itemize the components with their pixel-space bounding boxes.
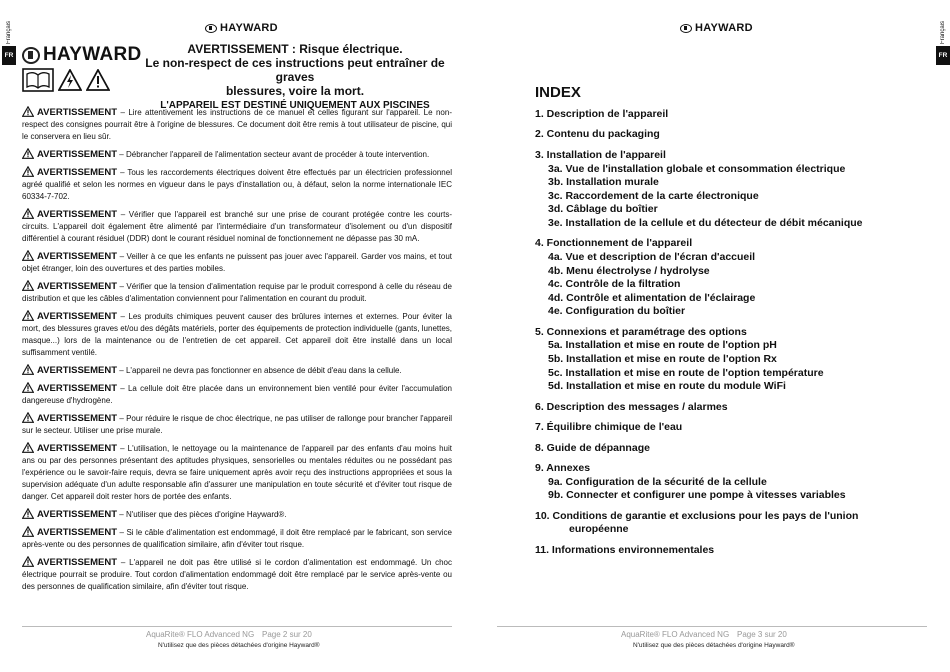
warning-triangle-icon [22,556,34,567]
warning-text: – L'appareil ne doit pas être utilisé si le cordon d'alimentation est endommagé. Un choc électrique pourrait se produire. Tout cordon d'alimentation endommagé doit être remplacé par le service après-vente ou des personnes de qualification similaire, afin d'éviter tout risque. [22,558,452,591]
index-subentry[interactable]: 4e. Configuration du boîtier [548,305,686,318]
warning-text: – Débrancher l'appareil de l'alimentation secteur avant de procéder à toute intervention. [119,150,430,159]
header-line-3: blessures, voire la mort. [225,84,365,98]
warning-text: – Vérifier que la tension d'alimentation requise par le produit correspond à celle du réseau de distribution et que les câbles d'alimentation conviennent pour l'alimentation en courant du produit. [22,282,452,303]
index-entry[interactable]: 6. Description des messages / alarmes [535,400,728,413]
warning-header [130,42,460,112]
warning-text: – Les produits chimiques peuvent causer des brûlures internes et externes. Pour éviter la mort, des blessures graves et/ou des dégâts matériels, porter des équipements de protection individuelle (gants, lunettes, masque...) lors de la maintenance ou de l'entretien de cet appareil. Cet appareil doit être installé dans un local suffisamment ventilé. [22,312,453,357]
warning-text: – Lire attentivement les instructions de ce manuel et celles figurant sur l'appareil. Le non-respect des consignes pourrait être à l'origine de blessures. Ce document doit être remis à tout utilisateur de piscine, qui le conservera en lieu sûr. [22,108,452,141]
right-page [475,0,950,672]
warning-triangle-icon [22,508,34,519]
index-entry[interactable]: 5. Connexions et paramétrage des options [535,325,747,338]
warning-item [22,556,452,593]
warning-text: – Vérifier que l'appareil est branché sur une prise de courant protégée contre les courts-circuits. L'appareil doit également être alimenté par l'intermédiaire d'un transformateur d'isolement ou d'un dispositif différentiel à courant résiduel (DDR) dont le courant résiduel nominal de fonctionnement ne dépasse pas 30 mA. [22,210,452,243]
warning-heading: AVERTISSEMENT [37,413,118,424]
header-line-4: L'APPAREIL EST DESTINÉ UNIQUEMENT AUX PISCINES [160,100,430,111]
warning-text: – La cellule doit être placée dans un environnement bien ventilé pour éviter l'accumulation dangereuse d'hydrogène. [22,384,452,405]
language-tab [936,20,950,65]
warning-triangle-icon [22,148,34,159]
warning-text: – N'utiliser que des pièces d'origine Hayward®. [119,510,287,519]
hayward-header-logo [680,22,753,34]
warning-heading: AVERTISSEMENT [37,107,118,118]
warning-text: – Tous les raccordements électriques doivent être effectués par un électricien professionnel agréé qualifié et selon les normes en vigueur dans le pays d'installation ou, à défaut, selon la norme internationale IEC 60334-7-702. [22,168,452,201]
hayward-emblem-icon [22,47,40,64]
warning-triangle-icon [22,442,34,453]
brand-name: HAYWARD [220,22,278,34]
warning-item [22,310,452,359]
footer-page-number: Page 2 sur 20 [262,630,312,639]
table-of-contents [535,108,935,558]
warning-triangle-icon [22,280,34,291]
warning-item [22,148,452,161]
index-subentry[interactable]: 5c. Installation et mise en route de l'option température [548,366,824,379]
warning-text: – Si le câble d'alimentation est endommagé, il doit être remplacé par le fabricant, son service après-vente ou des personnes de qualification similaire, afin d'éviter tout risque. [22,528,452,549]
warning-item [22,166,452,203]
warning-item [22,250,452,275]
warning-heading: AVERTISSEMENT [37,281,118,292]
warning-triangle-icon [22,166,34,177]
electric-shock-warning-icon [58,69,82,91]
footer-divider [497,626,927,627]
warning-triangle-icon [22,208,34,219]
read-manual-icon [22,68,54,92]
hayward-logo [22,44,142,66]
index-subentry[interactable]: 3e. Installation de la cellule et du détecteur de débit mécanique [548,216,863,229]
header-line-1: AVERTISSEMENT : Risque électrique. [187,42,403,56]
warning-item [22,280,452,305]
index-subentry[interactable]: 4c. Contrôle de la filtration [548,278,681,291]
brand-name: HAYWARD [43,44,142,65]
footer-divider [22,626,452,627]
footer-note: N'utilisez que des pièces détachées d'origine Hayward® [633,642,795,649]
warning-heading: AVERTISSEMENT [37,149,118,160]
index-subentry[interactable]: 9b. Connecter et configurer une pompe à vitesses variables [548,489,846,502]
index-entry[interactable]: 11. Informations environnementales [535,543,715,556]
index-entry[interactable]: 2. Contenu du packaging [535,128,660,141]
warning-heading: AVERTISSEMENT [37,509,118,520]
index-entry[interactable]: 7. Équilibre chimique de l'eau [535,421,683,434]
index-subentry[interactable]: 4d. Contrôle et alimentation de l'éclairage [548,291,756,304]
warning-triangle-icon [22,526,34,537]
warning-heading: AVERTISSEMENT [37,557,118,568]
warning-heading: AVERTISSEMENT [37,311,118,322]
warning-triangle-icon [22,364,34,375]
warning-heading: AVERTISSEMENT [37,365,118,376]
hayward-emblem-icon [205,24,217,33]
index-subentry[interactable]: 3a. Vue de l'installation globale et consommation électrique [548,162,846,175]
language-label: Français [6,20,12,44]
warning-heading: AVERTISSEMENT [37,383,118,394]
warning-triangle-icon [22,250,34,261]
footer-note: N'utilisez que des pièces détachées d'origine Hayward® [158,642,320,649]
index-entry[interactable]: 9. Annexes [535,462,591,475]
warning-item [22,508,452,521]
index-title: INDEX [535,84,581,101]
warning-item [22,106,452,143]
language-code: FR [2,46,16,65]
language-label: Français [940,20,946,44]
index-subentry[interactable]: 5a. Installation et mise en route de l'option pH [548,339,777,352]
warning-item [22,526,452,551]
warning-item [22,412,452,437]
warning-item [22,382,452,407]
footer-doc-title: AquaRite® FLO Advanced NG [146,630,255,639]
index-entry[interactable]: 1. Description de l'appareil [535,108,669,120]
index-entry[interactable]: 10. Conditions de garantie et exclusions pour les pays de l'union [535,509,859,522]
general-warning-icon [86,69,110,91]
index-subentry[interactable]: 3c. Raccordement de la carte électronique [548,189,759,202]
warning-text: – Pour réduire le risque de choc électrique, ne pas utiliser de rallonge pour brancher l'appareil sur le secteur. Utiliser une prise murale. [22,414,452,435]
hayward-header-logo [205,22,278,34]
index-subentry[interactable]: 3b. Installation murale [548,176,659,189]
footer-page-number: Page 3 sur 20 [737,630,787,639]
index-subentry[interactable]: 5b. Installation et mise en route de l'option Rx [548,353,777,366]
warning-triangle-icon [22,106,34,117]
warning-heading: AVERTISSEMENT [37,527,118,538]
index-subentry[interactable]: 9a. Configuration de la sécurité de la cellule [548,475,767,488]
index-entry[interactable]: 3. Installation de l'appareil [535,148,666,161]
warning-heading: AVERTISSEMENT [37,251,118,262]
warning-item [22,364,452,377]
warning-heading: AVERTISSEMENT [37,443,118,454]
index-subentry[interactable]: 5d. Installation et mise en route du module WiFi [548,380,786,393]
warning-text: – Veiller à ce que les enfants ne puissent pas jouer avec l'appareil. Garder vos mains, et tout objet étranger, loin des ouvertures et des parties mobiles. [22,252,453,273]
index-entry-continuation[interactable]: européenne [569,523,629,536]
warning-triangle-icon [22,310,34,321]
warning-item [22,442,452,503]
warning-heading: AVERTISSEMENT [37,167,118,178]
footer-doc-title: AquaRite® FLO Advanced NG [621,630,730,639]
index-subentry[interactable]: 3d. Câblage du boîtier [548,203,658,216]
index-entry[interactable]: 8. Guide de dépannage [535,441,650,454]
warning-text: – L'utilisation, le nettoyage ou la maintenance de l'appareil par des enfants d'au moins huit ans ou par des personnes présentant des aptitudes physiques, sensorielles ou mentales réduites ou ne possédant pas l'expérience ou le savoir-faire requis, devra se faire uniquement après avoir reçu des instructions appropriées et sous la supervision adéquate d'un adulte responsable afin d'assurer une manipulation en toute sécurité et d'éviter tout risque de danger. Cet appareil doit rester hors de portée des enfants. [22,444,452,501]
warning-triangle-icon [22,382,34,393]
index-subentry[interactable]: 4a. Vue et description de l'écran d'accueil [548,251,756,264]
hayward-emblem-icon [680,24,692,33]
index-entry[interactable]: 4. Fonctionnement de l'appareil [535,237,693,250]
warning-text: – L'appareil ne devra pas fonctionner en absence de débit d'eau dans la cellule. [119,366,402,375]
header-line-2: Le non-respect de ces instructions peut entraîner de graves [145,56,445,84]
warning-heading: AVERTISSEMENT [37,209,118,220]
warning-item [22,208,452,245]
language-tab [2,20,16,65]
language-code: FR [936,46,950,65]
warning-triangle-icon [22,412,34,423]
warnings-list [22,106,452,598]
index-subentry[interactable]: 4b. Menu électrolyse / hydrolyse [548,264,710,277]
safety-icons [22,68,110,92]
brand-name: HAYWARD [695,22,753,34]
